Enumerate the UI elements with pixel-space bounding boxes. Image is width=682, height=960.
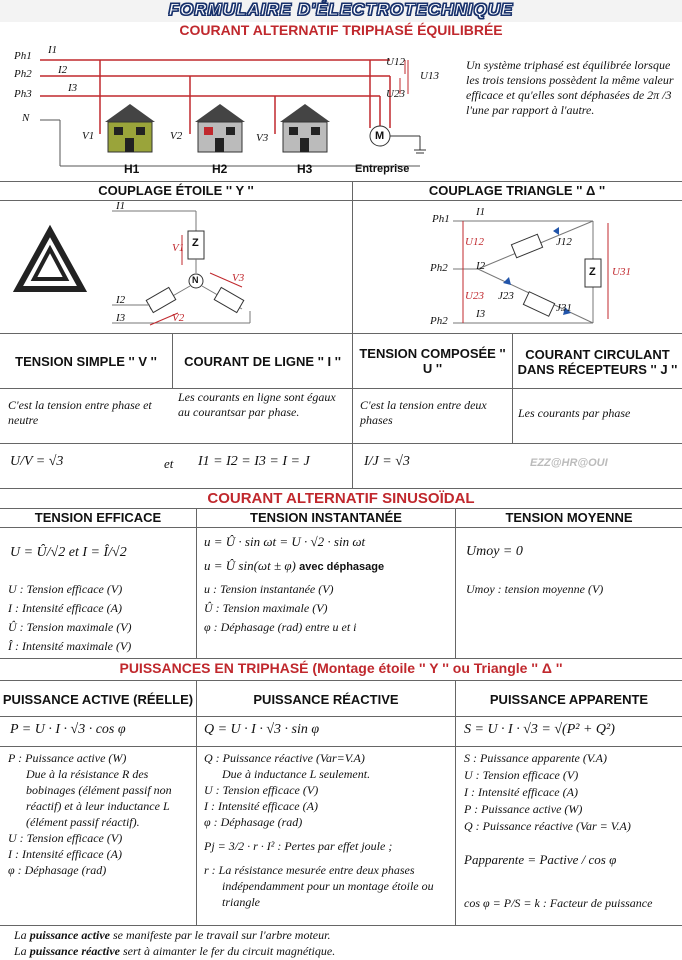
s3-def-apparent-3: I : Intensité efficace (A) [464,785,578,799]
s2-defs-eff [8,580,194,656]
s3-def-active-4: I : Intensité efficace (A) [8,847,122,861]
footer-line-2-c: sert à aimanter le fer du circuit magnétique. [120,944,336,958]
section1-description: Un système triphasé est équilibrée lorsque les trois tensions possèdent la même valeur efficace et qu'elles sont déphasées de 2π /3 l'une par rapport à l'autre. [466,58,674,117]
footer-line-2-b: puissance réactive [29,944,121,958]
s2-formula-inst-1: u = Û · sin ωt = U · √2 · sin ωt [204,534,366,549]
s3-def-reactive-6: Pj = 3/2 · r · I² : Pertes par effet joule ; [204,839,393,853]
delta-ph2: Ph2 [430,262,448,274]
section2-title: COURANT ALTERNATIF SINUSOÏDAL [207,490,475,507]
s2-formula-inst-2 [204,558,384,574]
label-v2: V2 [170,130,183,142]
s3-def-reactive-3: U : Tension efficace (V) [204,783,319,797]
star-n: N [192,275,199,285]
s2-def-eff-1: U : Tension efficace (V) [8,582,123,596]
t1-def-u: C'est la tension entre deux phases [360,398,487,427]
t1-header-i: COURANT DE LIGNE '' I '' [184,353,341,369]
s2-formula-inst-2-note: avec déphasage [299,561,385,573]
house-h1 [105,104,155,152]
star-v3: V3 [232,272,245,284]
delta-i3: I3 [476,308,486,320]
delta-i2: I2 [476,260,486,272]
label-ph3: Ph3 [14,88,32,100]
s3-defs-apparent [464,750,680,835]
star-title: COUPLAGE ÉTOILE '' Y '' [98,183,254,198]
label-i1: I1 [48,44,58,56]
s2-header-eff: TENSION EFFICACE [34,510,162,525]
delta-j12: J12 [556,236,572,248]
delta-j31: J31 [556,302,572,314]
s3-def-active-3: U : Tension efficace (V) [8,831,123,845]
section3-title: PUISSANCES EN TRIPHASÉ (Montage étoile '' Y '' ou Triangle '' Δ '' [119,660,563,676]
star-v2: V2 [172,312,185,324]
s3-formula-active: P = U · I · √3 · cos φ [10,722,126,737]
label-i3: I3 [68,82,78,94]
formula-currents: I1 = I2 = I3 = I = J [198,454,310,469]
s2-def-eff-4: Î : Intensité maximale (V) [8,639,132,653]
s3-formula-apparent: S = U · I · √3 = √(P² + Q²) [464,722,615,737]
footer-line-2 [14,944,674,959]
delta-u12: U12 [465,236,484,248]
s2-def-moy: Umoy : tension moyenne (V) [466,582,604,596]
footer-line-1-c: se manifeste par le travail sur l'arbre moteur. [110,928,331,942]
delta-u31: U31 [612,266,631,278]
label-ph1: Ph1 [14,50,32,62]
star-i2: I2 [116,294,126,306]
s3-defs-reactive [204,750,454,910]
banner [0,0,682,22]
t1-def-v: C'est la tension entre phase et neutre [8,398,152,427]
section1-title: COURANT ALTERNATIF TRIPHASÉ ÉQUILIBRÉE [179,22,503,38]
t1-header-j: COURANT CIRCULANT DANS RÉCEPTEURS '' J '' [517,347,678,377]
delta-i1: I1 [476,206,486,218]
s3-def-apparent-4: P : Puissance active (W) [464,802,583,816]
formula-uv: U/V = √3 [10,454,64,469]
t1-header-v: TENSION SIMPLE '' V '' [15,353,157,369]
s2-formula-moy: Umoy = 0 [466,544,523,559]
formula-ij: I/J = √3 [364,454,410,469]
footer-line-1-a: La [14,928,30,942]
label-n: N [22,112,30,124]
s3-def-active-2: Due à la résistance R des bobinages (élément passif non réactif) et à leur inductance L (élément passif réactif). [26,767,172,829]
label-v3: V3 [256,132,269,144]
delta-ph1: Ph1 [432,213,450,225]
s2-def-inst-2: Û : Tension maximale (V) [204,601,328,615]
s3-def-reactive-7: r : La résistance mesurée entre deux phases indépendamment pour un montage étoile ou triangle [204,863,434,909]
star-i1: I1 [116,200,126,212]
s3-def-apparent-2: U : Tension efficace (V) [464,768,579,782]
s3-def-reactive-4: I : Intensité efficace (A) [204,799,318,813]
delta-title: COUPLAGE TRIANGLE '' Δ '' [428,183,606,198]
s3-header-apparent: PUISSANCE APPARENTE [489,691,649,707]
banner-title: FORMULAIRE D'ÉLECTROTECHNIQUE [168,0,514,19]
label-i2: I2 [58,64,68,76]
footer-line-2-a: La [14,944,30,958]
s2-def-inst-3: φ : Déphasage (rad) entre u et i [204,620,357,634]
s3-def-reactive-5: φ : Déphasage (rad) [204,815,303,829]
s3-def-reactive-1: Q : Puissance réactive (Var=V.A) [204,751,365,765]
label-ph2: Ph2 [14,68,32,80]
formula-et: et [164,456,174,471]
star-v1: V1 [172,242,185,254]
house-h2 [195,104,245,152]
s2-formula-inst-2-text: u = Û sin(ωt ± φ) [204,558,296,573]
s3-def-apparent-1: S : Puissance apparente (V.A) [464,751,607,765]
s3-formula-apparent-3: cos φ = P/S = k : Facteur de puissance [464,896,653,910]
delta-ph2b: Ph2 [430,315,448,327]
s3-def-active-5: φ : Déphasage (rad) [8,863,107,877]
enterprise-label: Entreprise [355,163,410,175]
s3-def-active-1: P : Puissance active (W) [8,751,127,765]
s3-header-active: PUISSANCE ACTIVE (RÉELLE) [2,691,194,707]
triangle-logo-icon [18,231,82,289]
delta-coupling-diagram [353,201,682,333]
label-h1: H1 [124,162,140,176]
label-h3: H3 [297,162,313,176]
delta-u23: U23 [465,290,484,302]
house-h3 [280,104,330,152]
s3-def-apparent-5: Q : Puissance réactive (Var = V.A) [464,819,631,833]
s3-formula-reactive: Q = U · I · √3 · sin φ [204,722,320,737]
s2-header-inst: TENSION INSTANTANÉE [250,510,402,525]
label-u13: U13 [420,70,439,82]
label-v1: V1 [82,130,95,142]
motor-label: M [375,130,385,142]
s2-def-inst-1: u : Tension instantanée (V) [204,582,334,596]
star-i3: I3 [116,312,126,324]
watermark: EZZ@HR@OUI [530,457,608,469]
t1-def-i: Les courants en ligne sont égaux au courantsar par phase. [178,390,336,419]
s2-def-eff-2: I : Intensité efficace (A) [8,601,122,615]
delta-j23: J23 [498,290,514,302]
s3-def-reactive-2: Due à inductance L seulement. [222,767,371,781]
footer-line-1-b: puissance active [29,928,111,942]
s2-header-moy: TENSION MOYENNE [505,510,633,525]
label-h2: H2 [212,162,228,176]
star-z: Z [192,237,199,249]
s2-formula-eff: U = Û/√2 et I = Î/√2 [10,545,127,560]
s2-defs-inst [204,580,454,637]
t1-header-u: TENSION COMPOSÉE '' U '' [359,346,506,376]
s3-formula-apparent-2: Papparente = Pactive / cos φ [464,852,617,867]
t1-def-j: Les courants par phase [518,406,631,420]
s3-defs-active [8,750,194,878]
footer-line-1 [14,928,674,943]
label-u23: U23 [386,88,405,100]
s3-header-reactive: PUISSANCE RÉACTIVE [253,691,399,707]
s2-def-eff-3: Û : Tension maximale (V) [8,620,132,634]
delta-z: Z [589,266,596,278]
label-u12: U12 [386,56,405,68]
